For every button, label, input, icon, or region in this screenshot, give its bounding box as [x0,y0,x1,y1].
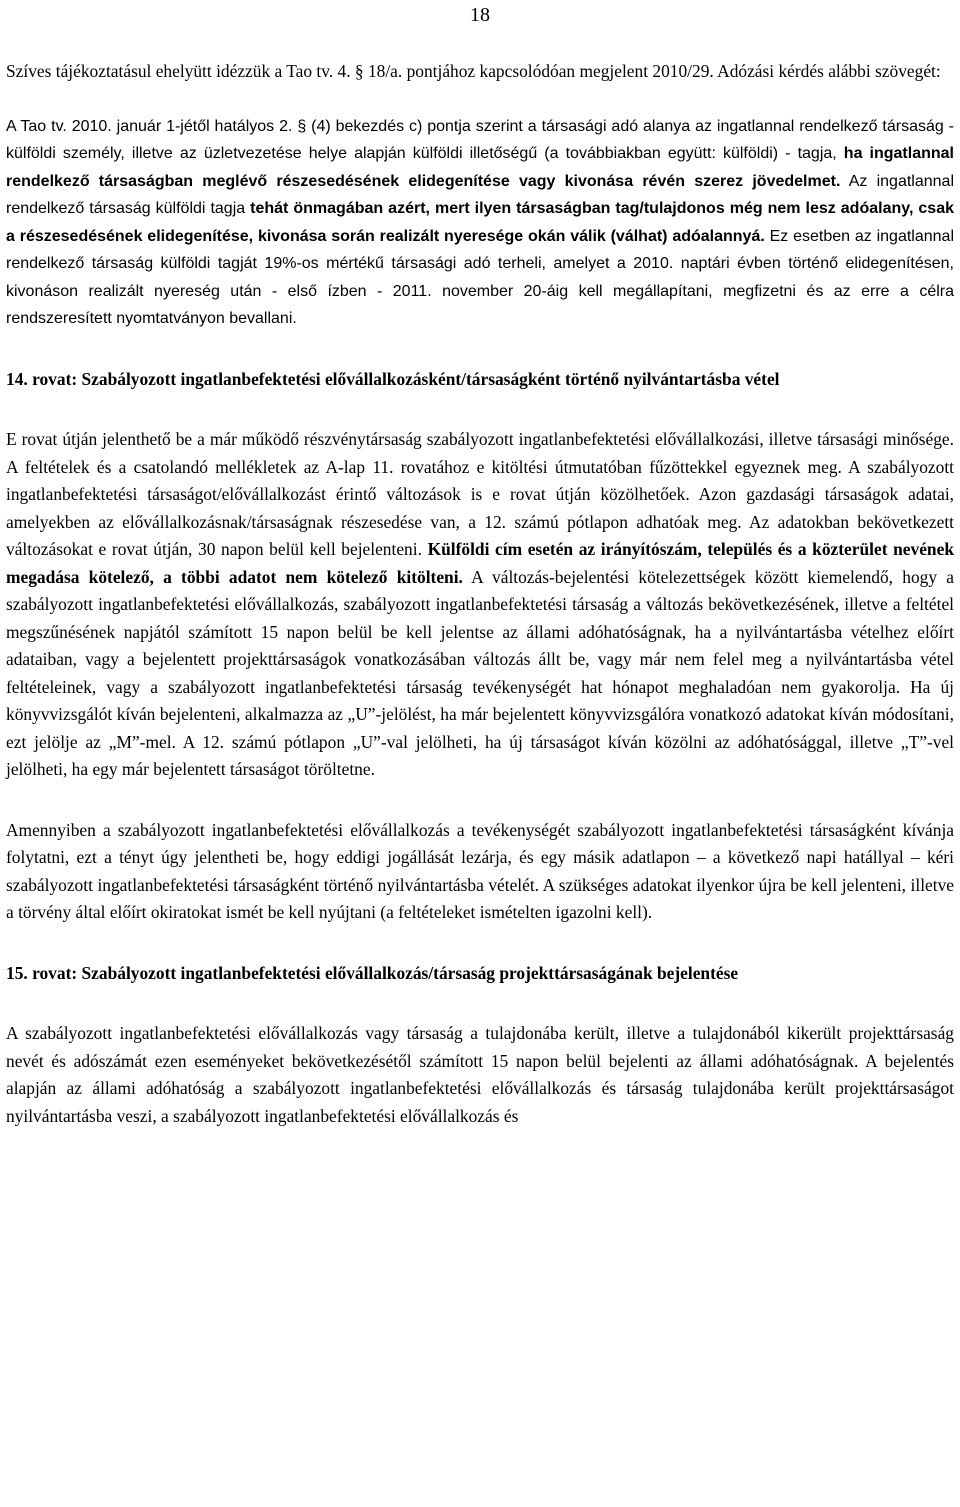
quote-text-b: Az ingatlannal rendelkező társaság külföldi tagja [6,172,954,217]
quote-paragraph [6,113,954,333]
section-14-paragraph-2: Amennyiben a szabályozott ingatlanbefektetési elővállalkozás a tevékenységét szabályozott ingatlanbefektetési társaságként kívánja folytatni, ezt a tényt úgy jelentheti be, hogy eddigi jogállását lezárja, és egy másik adatlapon – a következő napi hatállyal – kéri szabályozott ingatlanbefektetési társaságként történő nyilvántartásba vételét. A szükséges adatokat ilyenkor újra be kell jelenteni, illetve a törvény által előírt okiratokat ismét be kell nyújtani (a feltételeket ismételten igazolni kell). [6,819,954,922]
page-number: 18 [470,4,490,26]
quote-bold-b: tehát önmagában azért, mert ilyen társaságban tag/tulajdonos még nem lesz adóalany, csak a részesedésének elidegenítése, kivonása során realizált nyeresége okán válik (válhat) adóalannyá. [6,200,954,245]
section-14-text-a: E rovat útján jelenthető be a már működő részvénytársaság szabályozott ingatlanbefektetési elővállalkozási, illetve társasági minősége. A feltételek és a csatolandó mellékletek az A-lap 11. rovatához e kitöltési útmutatóban fűzöttekkel egyeznek meg. A szabályozott ingatlanbefektetési társaságot/elővállalkozást érintő változások is e rovat útján közölhetőek. Azon gazdasági társaságok adatai, amelyekben az elővállalkozásnak/társaságnak részesedése van, a 12. számú pótlapon adhatóak meg. Az adatokban bekövetkezett változásokat e rovat útján, 30 napon belül kell bejelenteni. [6,429,954,559]
section-14-paragraph-1 [6,426,954,784]
quote-text-c: Ez esetben az ingatlannal rendelkező társaság külföldi tagját 19%-os mértékű társasági adó terheli, amelyet a 2010. naptári évben történő elidegenítésen, kivonáson realizált nyereség után - első ízben - 2011. november 20-áig kell megállapítani, megfizetni és az erre a célra rendszeresített nyomtatványon bevallani. [6,227,955,327]
document-body [6,58,954,1130]
intro-paragraph: Szíves tájékoztatásul ehelyütt idézzük a Tao tv. 4. § 18/a. pontjához kapcsolódóan megjelent 2010/29. Adózási kérdés alábbi szövegét: [6,61,941,81]
section-14-text-c: A változás-bejelentési kötelezettségek között kiemelendő, hogy a szabályozott ingatlanbefektetési elővállalkozás, szabályozott ingatlanbefektetési társaság a változás bekövetkezésének, illetve a feltétel megszűnésének napjától számított 15 napon belül be kell jelentse az állami adóhatóságnak, ha a nyilvántartásba vételhez előírt adataiban, vagy a bejelentett projekttársaságok vonatkozásában változás állt be, vagy már nem felel meg a nyilvántartásba vétel feltételeinek, vagy a szabályozott ingatlanbefektetési társaság tevékenységét hat hónapot meghaladóan nem gyakorolja. Ha új könyvvizsgálót kíván bejelenteni, alkalmazza az „U”-jelölést, ha már bejelentett könyvvizsgálóra vonatkozó adatokat kíván módosítani, ezt jelölje az „M”-mel. A 12. számú pótlapon „U”-val jelölheti, ha új társaságot kíván közölni az adóhatósággal, illetve „T”-vel jelölheti, ha egy már bejelentett társaságot töröltetne. [6,566,954,779]
section-15-paragraph-1: A szabályozott ingatlanbefektetési elővállalkozás vagy társaság a tulajdonába került, illetve a tulajdonából kikerült projekttársaság nevét és adószámát ezen eseményeket bekövetkezésétől számított 15 napon belül bejelenti az állami adóhatóságnak. A bejelentés alapján az állami adóhatóság a szabályozott ingatlanbefektetési elővállalkozás és társaság tulajdonába került projekttársaságot nyilvántartásba veszi, a szabályozott ingatlanbefektetési elővállalkozás és [6,1023,954,1126]
section-14-bold: Külföldi cím esetén az irányítószám, település és a közterület nevének megadása kötelező, a többi adatot nem kötelező kitölteni. [6,539,954,587]
quote-bold-a: ha ingatlannal rendelkező társaságban meglévő részesedésének elidegenítése vagy kivonása révén szerez jövedelmet. [6,145,954,190]
quote-text-a: A Tao tv. 2010. január 1-jétől hatályos 2. § (4) bekezdés c) pontja szerint a társasági adó alanya az ingatlannal rendelkező társaság - külföldi személy, illetve az üzletvezetése helye alapján külföldi illetőségű (a továbbiakban együtt: külföldi) - tagja, [6,117,954,162]
section-15-heading: 15. rovat: Szabályozott ingatlanbefektetési elővállalkozás/társaság projekttársaságának bejelentése [6,962,739,983]
section-14-heading: 14. rovat: Szabályozott ingatlanbefektetési elővállalkozásként/társaságként történő nyilvántartásba vétel [6,368,780,389]
